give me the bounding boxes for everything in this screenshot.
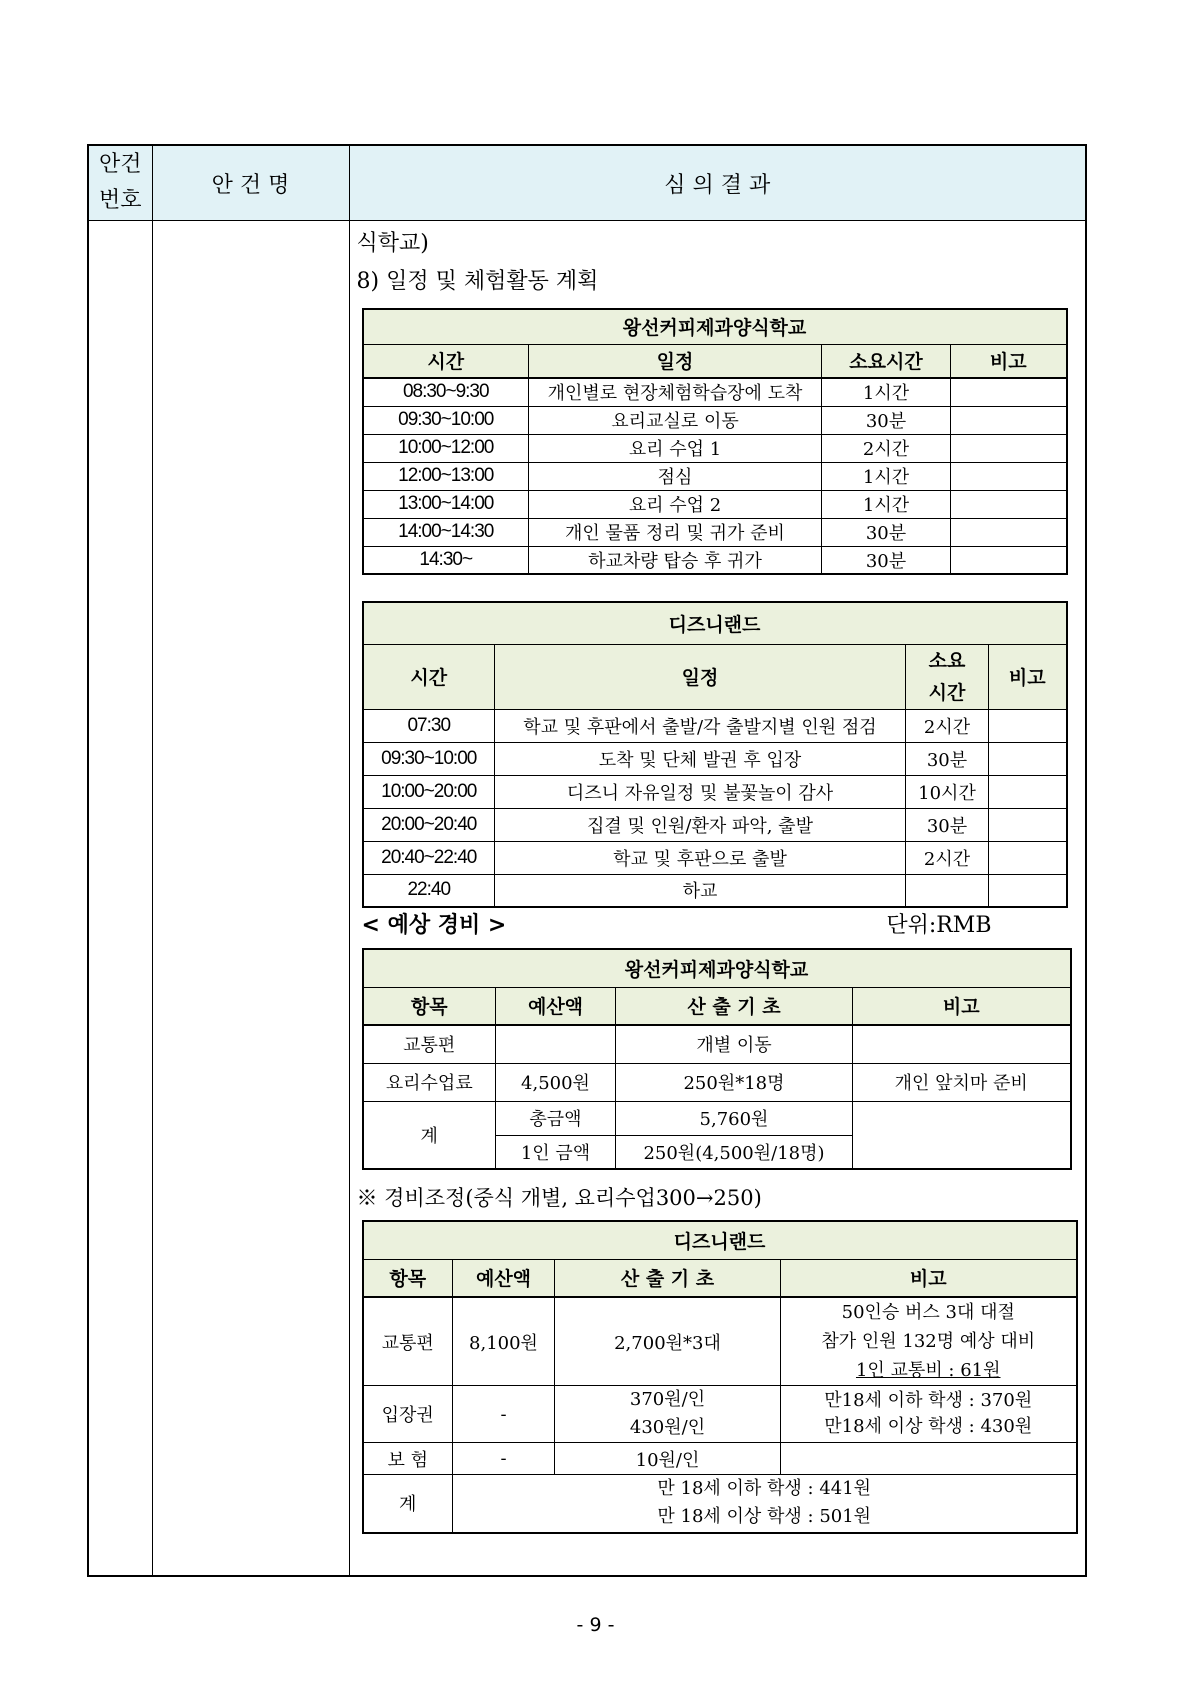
table-cell: 10:00~20:00 [363,775,495,808]
table-cell [951,434,1067,462]
table-cell: 집결 및 인원/환자 파악, 출발 [495,808,906,841]
schedule2-header-duration-line1: 소요 [928,649,966,672]
table-cell: 14:30~ [363,546,529,574]
table-cell [989,775,1067,808]
table-cell: 1인 금액 [496,1135,616,1169]
table-cell [853,1101,1071,1169]
table-cell: 2시간 [906,709,989,742]
cost-table-2 [362,1220,1078,1534]
table-cell: 2,700원*3대 [555,1297,781,1386]
table-cell: 07:30 [363,709,495,742]
result-cell [349,221,1086,1577]
table-cell: 30분 [822,546,951,574]
table-cell: 20:00~20:40 [363,808,495,841]
table-cell: 20:40~22:40 [363,841,495,874]
table-cell [989,709,1067,742]
cost2-ticket-basis [555,1386,781,1443]
table-cell [951,378,1067,406]
header-num-line2: 번호 [98,188,142,213]
schedule2-header-duration [906,644,989,709]
header-num-line1: 안건 [98,152,142,177]
cost1-header-amount: 예산액 [496,987,616,1025]
table-cell: 1시간 [822,378,951,406]
table-cell: 개인 물품 정리 및 귀가 준비 [529,518,822,546]
schedule2-header-duration-line2: 시간 [928,681,966,704]
cost1-header-basis: 산 출 기 초 [616,987,853,1025]
schedule2-header-plan: 일정 [495,644,906,709]
table-cell-line: 만18세 이하 학생 : 370원 [824,1390,1033,1411]
table-cell: 계 [363,1101,496,1169]
table-cell: 1시간 [822,490,951,518]
intro-line-1: 식학교) [356,231,429,256]
cost2-ticket-note [781,1386,1077,1443]
table-cell: 10원/인 [555,1443,781,1475]
schedule2-header-note: 비고 [989,644,1067,709]
table-cell: 하교차량 탑승 후 귀가 [529,546,822,574]
table-cell: 교통편 [363,1297,453,1386]
cost2-header-item: 항목 [363,1259,453,1297]
cost1-title: 왕선커피제과양식학교 [363,949,1071,987]
table-cell [989,841,1067,874]
table-cell: 22:40 [363,874,495,907]
table-cell: 보 험 [363,1443,453,1475]
intro-line-2: 8) 일정 및 체험활동 계획 [356,269,599,294]
table-cell: 2시간 [822,434,951,462]
cost2-header-amount: 예산액 [453,1259,555,1297]
table-cell [951,490,1067,518]
table-cell: 요리교실로 이동 [529,406,822,434]
table-cell: 4,500원 [496,1063,616,1101]
table-cell [951,518,1067,546]
header-agenda-name: 안 건 명 [152,145,349,221]
table-cell: 개별 이동 [616,1025,853,1063]
table-cell: 30분 [906,742,989,775]
table-cell [989,874,1067,907]
table-cell: 13:00~14:00 [363,490,529,518]
table-cell: 250원(4,500원/18명) [616,1135,853,1169]
table-cell-line: 만 18세 이상 학생 : 501원 [657,1506,872,1528]
table-cell [853,1025,1071,1063]
schedule-table-2 [362,601,1068,908]
cost-table-1 [362,948,1072,1170]
schedule2-header-time: 시간 [363,644,495,709]
schedule1-header-duration: 소요시간 [822,344,951,378]
table-cell: 30분 [906,808,989,841]
table-cell-line: 50인승 버스 3대 대절 [841,1302,1015,1323]
table-cell: 도착 및 단체 발권 후 입장 [495,742,906,775]
table-cell: 30분 [822,406,951,434]
table-cell: 입장권 [363,1386,453,1443]
adjust-note: ※ 경비조정(중식 개별, 요리수업300→250) [356,1186,762,1210]
table-cell-line: 참가 인원 132명 예상 대비 [821,1331,1036,1352]
schedule1-header-time: 시간 [363,344,529,378]
schedule1-header-note: 비고 [951,344,1067,378]
table-cell [781,1443,1077,1475]
table-cell [951,546,1067,574]
table-cell: 점심 [529,462,822,490]
table-cell-line: 만18세 이상 학생 : 430원 [824,1416,1033,1437]
schedule1-header-plan: 일정 [529,344,822,378]
table-cell-line: 370원/인 [629,1389,706,1410]
table-cell: 계 [363,1475,453,1533]
cost2-title: 디즈니랜드 [363,1221,1077,1259]
cost2-header-basis: 산 출 기 초 [555,1259,781,1297]
table-cell [989,742,1067,775]
schedule-table-1 [362,308,1068,575]
table-cell [989,808,1067,841]
table-cell: - [453,1443,555,1475]
cost2-transport-note [781,1297,1077,1386]
table-cell: 1시간 [822,462,951,490]
table-cell: 요리 수업 1 [529,434,822,462]
table-cell: 학교 및 후판으로 출발 [495,841,906,874]
table-cell [951,462,1067,490]
cost1-header-note: 비고 [853,987,1071,1025]
table-cell: 총금액 [496,1101,616,1135]
table-cell: 09:30~10:00 [363,406,529,434]
table-cell: 10시간 [906,775,989,808]
table-cell: 5,760원 [616,1101,853,1135]
table-cell: 30분 [822,518,951,546]
agenda-number-cell [88,221,152,1577]
cost1-header-item: 항목 [363,987,496,1025]
table-cell: 개인 앞치마 준비 [853,1063,1071,1101]
cost2-header-note: 비고 [781,1259,1077,1297]
table-cell-line: 430원/인 [629,1417,706,1438]
table-cell-line: 만 18세 이하 학생 : 441원 [657,1478,872,1500]
table-cell: 개인별로 현장체험학습장에 도착 [529,378,822,406]
table-cell: 8,100원 [453,1297,555,1386]
table-cell: 학교 및 후판에서 출발/각 출발지별 인원 점검 [495,709,906,742]
cost-header-row [362,910,992,942]
header-agenda-number [88,145,152,221]
table-cell-line: 1인 교통비 : 61원 [855,1360,1001,1381]
table-cell: 요리 수업 2 [529,490,822,518]
schedule2-title: 디즈니랜드 [363,602,1067,644]
table-cell: 08:30~9:30 [363,378,529,406]
unit-label: 단위:RMB [886,913,992,938]
table-cell [496,1025,616,1063]
table-cell: 교통편 [363,1025,496,1063]
cost2-total-lines [453,1475,1077,1533]
table-cell: 14:00~14:30 [363,518,529,546]
table-cell: 09:30~10:00 [363,742,495,775]
agenda-name-cell [152,221,349,1577]
schedule1-title: 왕선커피제과양식학교 [363,309,1067,344]
table-cell: 250원*18명 [616,1063,853,1101]
table-cell: 10:00~12:00 [363,434,529,462]
table-cell: - [453,1386,555,1443]
cost-label: < 예상 경비 > [361,913,507,938]
table-cell: 하교 [495,874,906,907]
table-cell [906,874,989,907]
table-cell: 12:00~13:00 [363,462,529,490]
header-result: 심 의 결 과 [349,145,1086,221]
page-number: - 9 - [576,1614,615,1636]
table-cell: 디즈니 자유일정 및 불꽃놀이 감사 [495,775,906,808]
table-cell [951,406,1067,434]
minutes-table [87,144,1087,1577]
table-cell: 2시간 [906,841,989,874]
table-cell: 요리수업료 [363,1063,496,1101]
